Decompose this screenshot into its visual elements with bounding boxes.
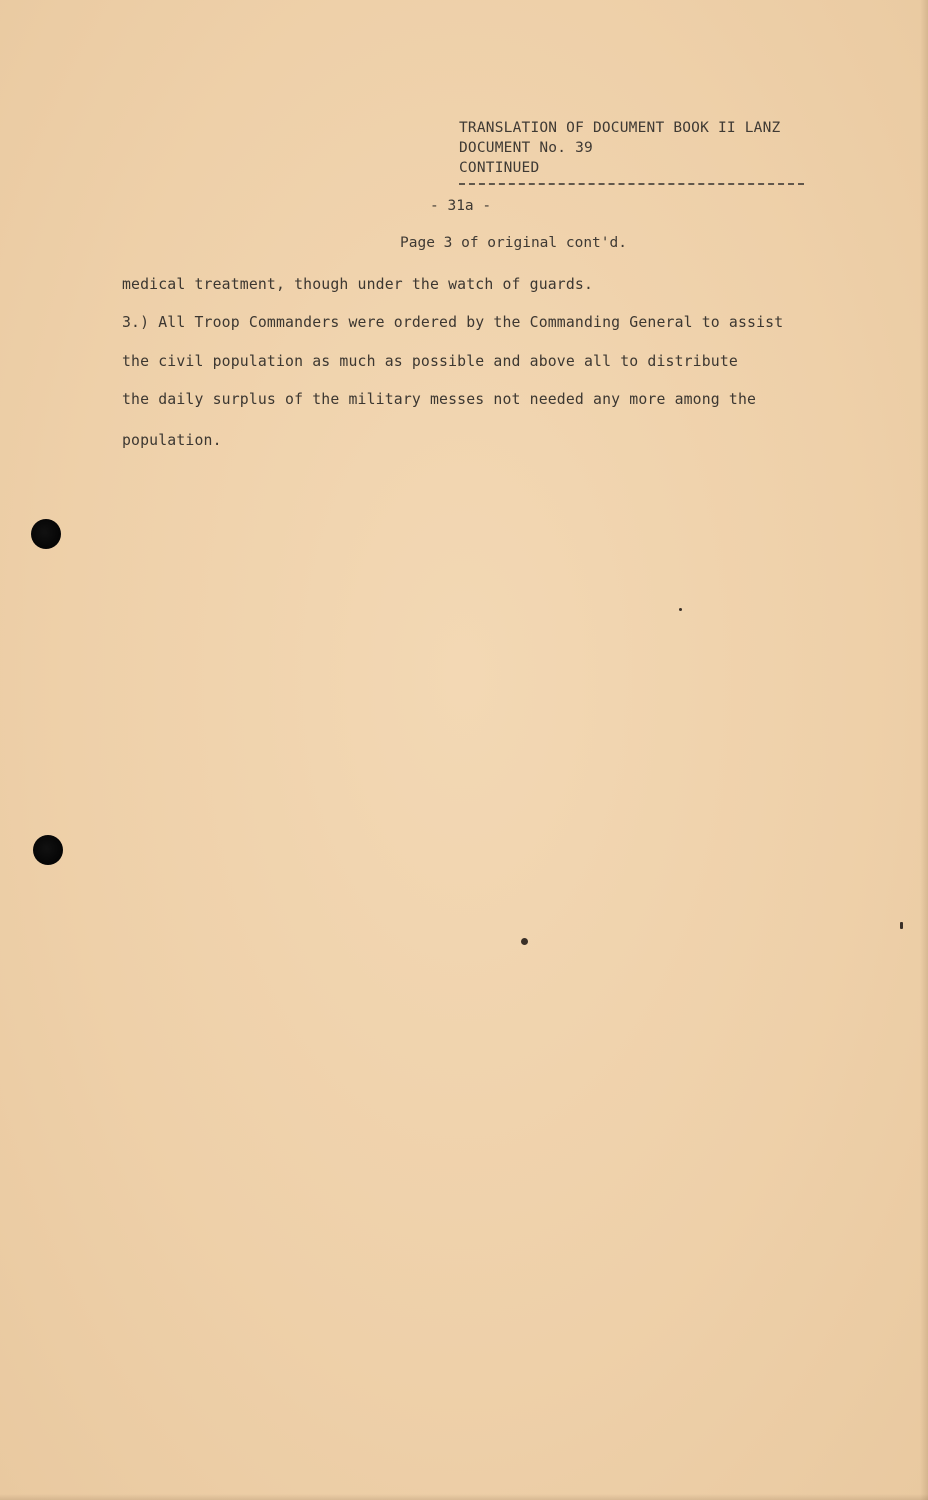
binder-punch-hole xyxy=(33,835,63,865)
header-title-line: TRANSLATION OF DOCUMENT BOOK II LANZ xyxy=(459,120,781,136)
page-number: - 31a - xyxy=(430,198,492,214)
body-text-line: medical treatment, though under the watch of guards. xyxy=(122,276,594,293)
body-text-line: 3.) All Troop Commanders were ordered by the Commanding General to assist xyxy=(122,314,784,331)
body-text-line: the daily surplus of the military messes not needed any more among the xyxy=(122,391,757,408)
header-document-number: DOCUMENT No. 39 xyxy=(459,140,593,156)
paper-bottom-edge xyxy=(0,1494,928,1500)
body-text-line: population. xyxy=(122,432,222,449)
header-dashed-rule xyxy=(459,183,804,185)
header-continued: CONTINUED xyxy=(459,160,540,176)
document-header xyxy=(459,118,780,178)
ink-speck xyxy=(521,938,528,945)
ink-speck xyxy=(679,608,682,611)
original-page-reference: Page 3 of original cont'd. xyxy=(400,235,627,251)
paper-edge-shadow xyxy=(920,0,928,1500)
body-text-line: the civil population as much as possible and above all to distribute xyxy=(122,353,738,370)
binder-punch-hole xyxy=(31,519,61,549)
ink-speck xyxy=(900,922,903,929)
